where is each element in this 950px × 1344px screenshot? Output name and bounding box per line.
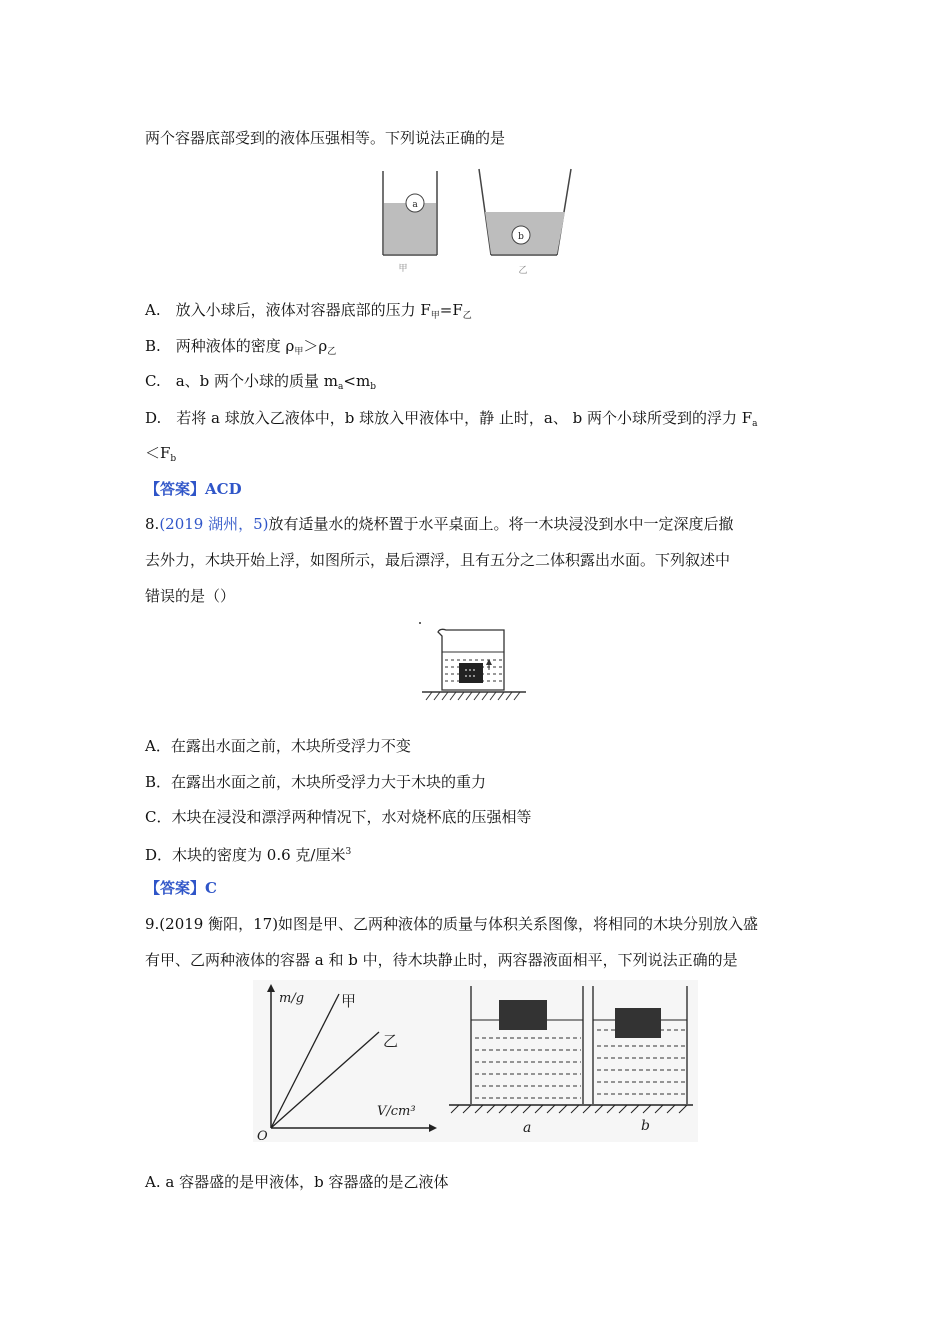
svg-text:乙: 乙 (383, 1032, 399, 1050)
svg-text:乙: 乙 (518, 266, 528, 276)
q8-option-c: C．木块在浸没和漂浮两种情况下，水对烧杯底的压强相等 (145, 808, 532, 826)
q7-option-a: A. 放入小球后，液体对容器底部的压力 $F_甲=F_乙$ (145, 301, 472, 321)
q7-option-d-line1: D. 若将 a 球放入乙液体中，b 球放入甲液体中，静 止时，a、 b 两个小球所受到的浮力 $F_a$ (145, 409, 758, 429)
q7-answer: 【答案】ACD (145, 480, 242, 498)
svg-text:V/cm³: V/cm³ (377, 1104, 416, 1119)
q8-option-a: A．在露出水面之前，木块所受浮力不变 (145, 737, 411, 755)
q8-answer: 【答案】C (145, 879, 217, 897)
svg-text:甲: 甲 (398, 264, 408, 274)
svg-text:m/g: m/g (279, 991, 305, 1006)
q7-option-b: B. 两种液体的密度 $\rho_甲>\rho_乙$ (145, 337, 337, 357)
q9-stem-line2: 有甲、乙两种液体的容器 a 和 b 中，待木块静止时，两容器液面相平，下列说法正确的是 (145, 951, 738, 969)
svg-text:b: b (641, 1118, 650, 1134)
svg-text:a: a (523, 1120, 532, 1136)
q8-stem-line1: 8.(2019 湖州，5)放有适量水的烧杯置于水平桌面上。将一木块浸没到水中一定深度后撤 (145, 515, 734, 533)
q8-beaker-figure (418, 620, 530, 710)
q7-option-c: C. a、b 两个小球的质量 $m_a<m_b$ (145, 372, 376, 392)
wood-block-a-icon (499, 1000, 547, 1030)
wood-block-b-icon (615, 1008, 661, 1038)
q7-containers-figure (375, 165, 580, 280)
svg-text:b: b (518, 232, 524, 242)
wood-block-icon (459, 663, 483, 683)
q7-option-d-line2: $<F_b$ (145, 444, 177, 464)
q9-graph-figure (253, 980, 698, 1142)
q8-stem-line2: 去外力，木块开始上浮，如图所示，最后漂浮，且有五分之二体积露出水面。下列叙述中 (145, 551, 731, 569)
q9-stem-line1: 9.(2019 衡阳，17)如图是甲、乙两种液体的质量与体积关系图像，将相同的木块分别放入盛 (145, 915, 759, 933)
q9-option-a: A. a 容器盛的是甲液体，b 容器盛的是乙液体 (145, 1173, 449, 1191)
svg-text:O: O (257, 1129, 268, 1142)
q8-option-b: B．在露出水面之前，木块所受浮力大于木块的重力 (145, 773, 487, 791)
q8-stem-line3: 错误的是（） (145, 587, 236, 605)
svg-text:甲: 甲 (341, 992, 357, 1010)
svg-text:a: a (412, 200, 418, 210)
q8-option-d: D．木块的密度为 0.6 克/厘米$^3$ (145, 846, 352, 864)
q7-stem: 两个容器底部受到的液体压强相等。下列说法正确的是 (145, 129, 506, 147)
